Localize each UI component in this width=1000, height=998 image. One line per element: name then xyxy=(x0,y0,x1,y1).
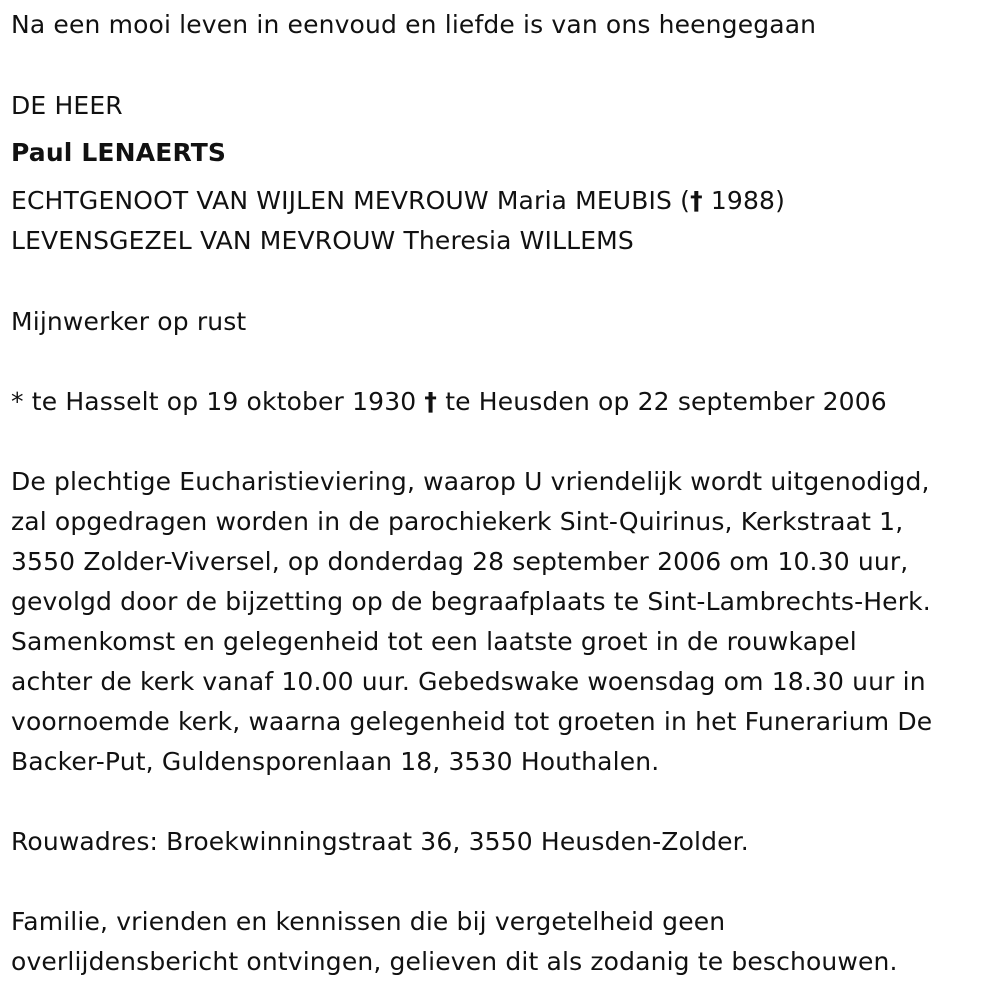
ceremony-line: Samenkomst en gelegenheid tot een laatste groet in de rouwkapel xyxy=(11,627,857,656)
ceremony-line: achter de kerk vanaf 10.00 uur. Gebedswake woensdag om 18.30 uur in xyxy=(11,667,926,696)
ceremony-line: zal opgedragen worden in de parochiekerk Sint-Quirinus, Kerkstraat 1, xyxy=(11,507,904,536)
cross-symbol: † xyxy=(424,387,438,416)
death-info: te Heusden op 22 september 2006 xyxy=(445,387,887,416)
relation-spouse-text: ECHTGENOOT VAN WIJLEN MEVROUW Maria MEUBIS ( xyxy=(11,186,691,215)
ceremony-line: voornoemde kerk, waarna gelegenheid tot groeten in het Funerarium De xyxy=(11,707,933,736)
ceremony-line: De plechtige Eucharistieviering, waarop U vriendelijk wordt uitgenodigd, xyxy=(11,467,930,496)
ceremony-line: Backer-Put, Guldensporenlaan 18, 3530 Houthalen. xyxy=(11,747,660,776)
birth-info: * te Hasselt op 19 oktober 1930 xyxy=(11,387,417,416)
salutation: DE HEER xyxy=(11,91,123,120)
relation-spouse-year: 1988) xyxy=(710,186,785,215)
closing-line: Familie, vrienden en kennissen die bij vergetelheid geen xyxy=(11,907,726,936)
ceremony-line: 3550 Zolder-Viversel, op donderdag 28 september 2006 om 10.30 uur, xyxy=(11,547,909,576)
relation-partner: LEVENSGEZEL VAN MEVROUW Theresia WILLEMS xyxy=(11,226,634,255)
deceased-name: Paul LENAERTS xyxy=(11,138,227,167)
relation-spouse xyxy=(11,181,785,221)
occupation: Mijnwerker op rust xyxy=(11,307,247,336)
intro-text: Na een mooi leven in eenvoud en liefde is van ons heengegaan xyxy=(11,10,817,39)
cross-symbol: † xyxy=(690,186,703,215)
birth-death-line xyxy=(11,382,887,422)
mourning-address: Rouwadres: Broekwinningstraat 36, 3550 Heusden-Zolder. xyxy=(11,827,749,856)
ceremony-line: gevolgd door de bijzetting op de begraafplaats te Sint-Lambrechts-Herk. xyxy=(11,587,931,616)
closing-line: overlijdensbericht ontvingen, gelieven dit als zodanig te beschouwen. xyxy=(11,947,898,976)
